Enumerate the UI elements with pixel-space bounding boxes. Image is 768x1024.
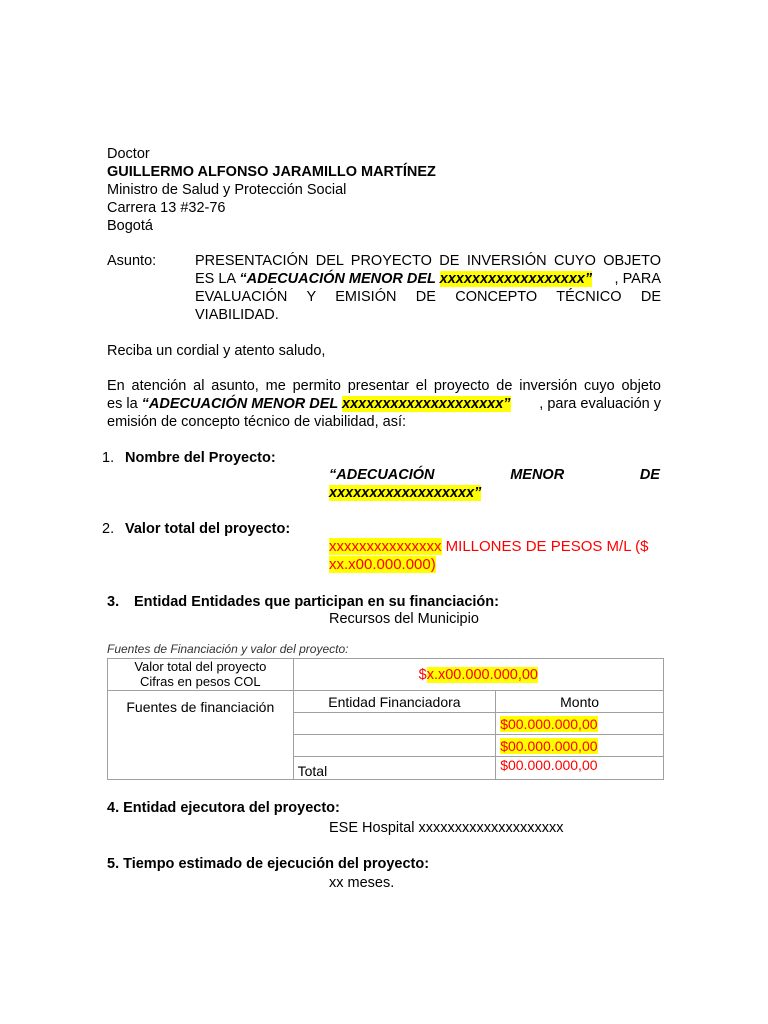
intro-line-2-post: , para evaluación y	[539, 396, 661, 412]
intro-line-2	[107, 395, 661, 413]
amount-cell	[496, 735, 664, 757]
column-header-amount: Monto	[496, 691, 664, 713]
total-value-label-cell	[108, 659, 294, 691]
total-row-amount: $00.000.000,00	[496, 757, 664, 780]
section-3-heading: Entidad Entidades que participan en su financiación:	[134, 594, 499, 610]
section-2-value-line-2: xx.x00.000.000)	[329, 556, 436, 573]
table-caption: Fuentes de Financiación y valor del proyecto:	[107, 642, 349, 656]
intro-line-3: emisión de concepto técnico de viabilidad, así:	[107, 414, 407, 430]
recipient-title: Doctor	[107, 146, 150, 162]
section-1-word-3: DE	[639, 467, 660, 483]
intro-placeholder: xxxxxxxxxxxxxxxxxxxx”	[342, 396, 511, 412]
greeting: Reciba un cordial y atento saludo,	[107, 343, 326, 359]
entity-cell	[293, 735, 496, 757]
section-4-value: ESE Hospital xxxxxxxxxxxxxxxxxxxx	[329, 820, 564, 836]
total-row-label: Total	[293, 757, 496, 780]
section-1-heading: Nombre del Proyecto:	[125, 450, 276, 466]
financing-table	[107, 658, 664, 780]
subject-line-2-post: , PARA	[614, 271, 661, 287]
subject-line-3: EVALUACIÓN Y EMISIÓN DE CONCEPTO TÉCNICO DE	[195, 289, 661, 305]
section-5-heading: 5. Tiempo estimado de ejecución del proyecto:	[107, 856, 430, 872]
amount-cell	[496, 713, 664, 735]
recipient-city: Bogotá	[107, 218, 153, 234]
intro-paragraph	[107, 377, 661, 431]
table-row-total-value	[108, 659, 664, 691]
subject-line-4: VIABILIDAD.	[195, 307, 279, 323]
subject-label: Asunto:	[107, 253, 157, 269]
total-value-currency: $	[418, 666, 427, 683]
section-2-number: 2.	[102, 521, 115, 537]
section-1-value	[329, 466, 660, 502]
sources-label-cell: Fuentes de financiación	[108, 691, 294, 780]
section-4-heading: 4. Entidad ejecutora del proyecto:	[107, 800, 340, 816]
subject-project-name: “ADECUACIÓN MENOR DEL	[239, 271, 440, 287]
recipient-position: Ministro de Salud y Protección Social	[107, 182, 347, 198]
section-1-word-1: “ADECUACIÓN	[329, 467, 435, 483]
column-header-entity: Entidad Financiadora	[293, 691, 496, 713]
table-row-header	[108, 691, 664, 713]
recipient-name: GUILLERMO ALFONSO JARAMILLO MARTÍNEZ	[107, 164, 436, 180]
subject-line-2-pre: ES LA	[195, 271, 240, 287]
amount-value: $00.000.000,00	[500, 715, 598, 732]
subject-line-2	[195, 270, 661, 288]
recipient-address: Carrera 13 #32-76	[107, 200, 226, 216]
section-2-heading: Valor total del proyecto:	[125, 521, 291, 537]
intro-line-1: En atención al asunto, me permito presentar el proyecto de inversión cuyo objeto	[107, 378, 661, 394]
total-value-label-2: Cifras en pesos COL	[139, 674, 261, 689]
section-2-value-text: MILLONES DE PESOS M/L ($	[441, 538, 649, 555]
subject-line-1: PRESENTACIÓN DEL PROYECTO DE INVERSIÓN CUYO OBJETO	[195, 253, 661, 269]
entity-cell	[293, 713, 496, 735]
amount-value: $00.000.000,00	[500, 737, 598, 754]
section-3-number: 3.	[107, 594, 120, 610]
total-value-amount: x.x00.000.000,00	[426, 666, 538, 683]
subject-placeholder: xxxxxxxxxxxxxxxxxx”	[439, 271, 593, 287]
section-2-value	[329, 538, 663, 574]
section-1-number: 1.	[102, 450, 115, 466]
intro-project-name: “ADECUACIÓN MENOR DEL	[141, 396, 342, 412]
section-1-placeholder: xxxxxxxxxxxxxxxxxx”	[329, 485, 482, 501]
section-1-value-line-1	[329, 466, 660, 484]
section-5-value: xx meses.	[329, 875, 395, 891]
subject-text	[195, 252, 661, 324]
section-1-word-2: MENOR	[510, 467, 565, 483]
section-3-value: Recursos del Municipio	[329, 611, 479, 627]
intro-line-2-pre: es la	[107, 396, 142, 412]
total-value-cell	[293, 659, 663, 691]
total-value-label-1: Valor total del proyecto	[134, 659, 267, 674]
section-2-placeholder: xxxxxxxxxxxxxxx	[329, 538, 442, 555]
